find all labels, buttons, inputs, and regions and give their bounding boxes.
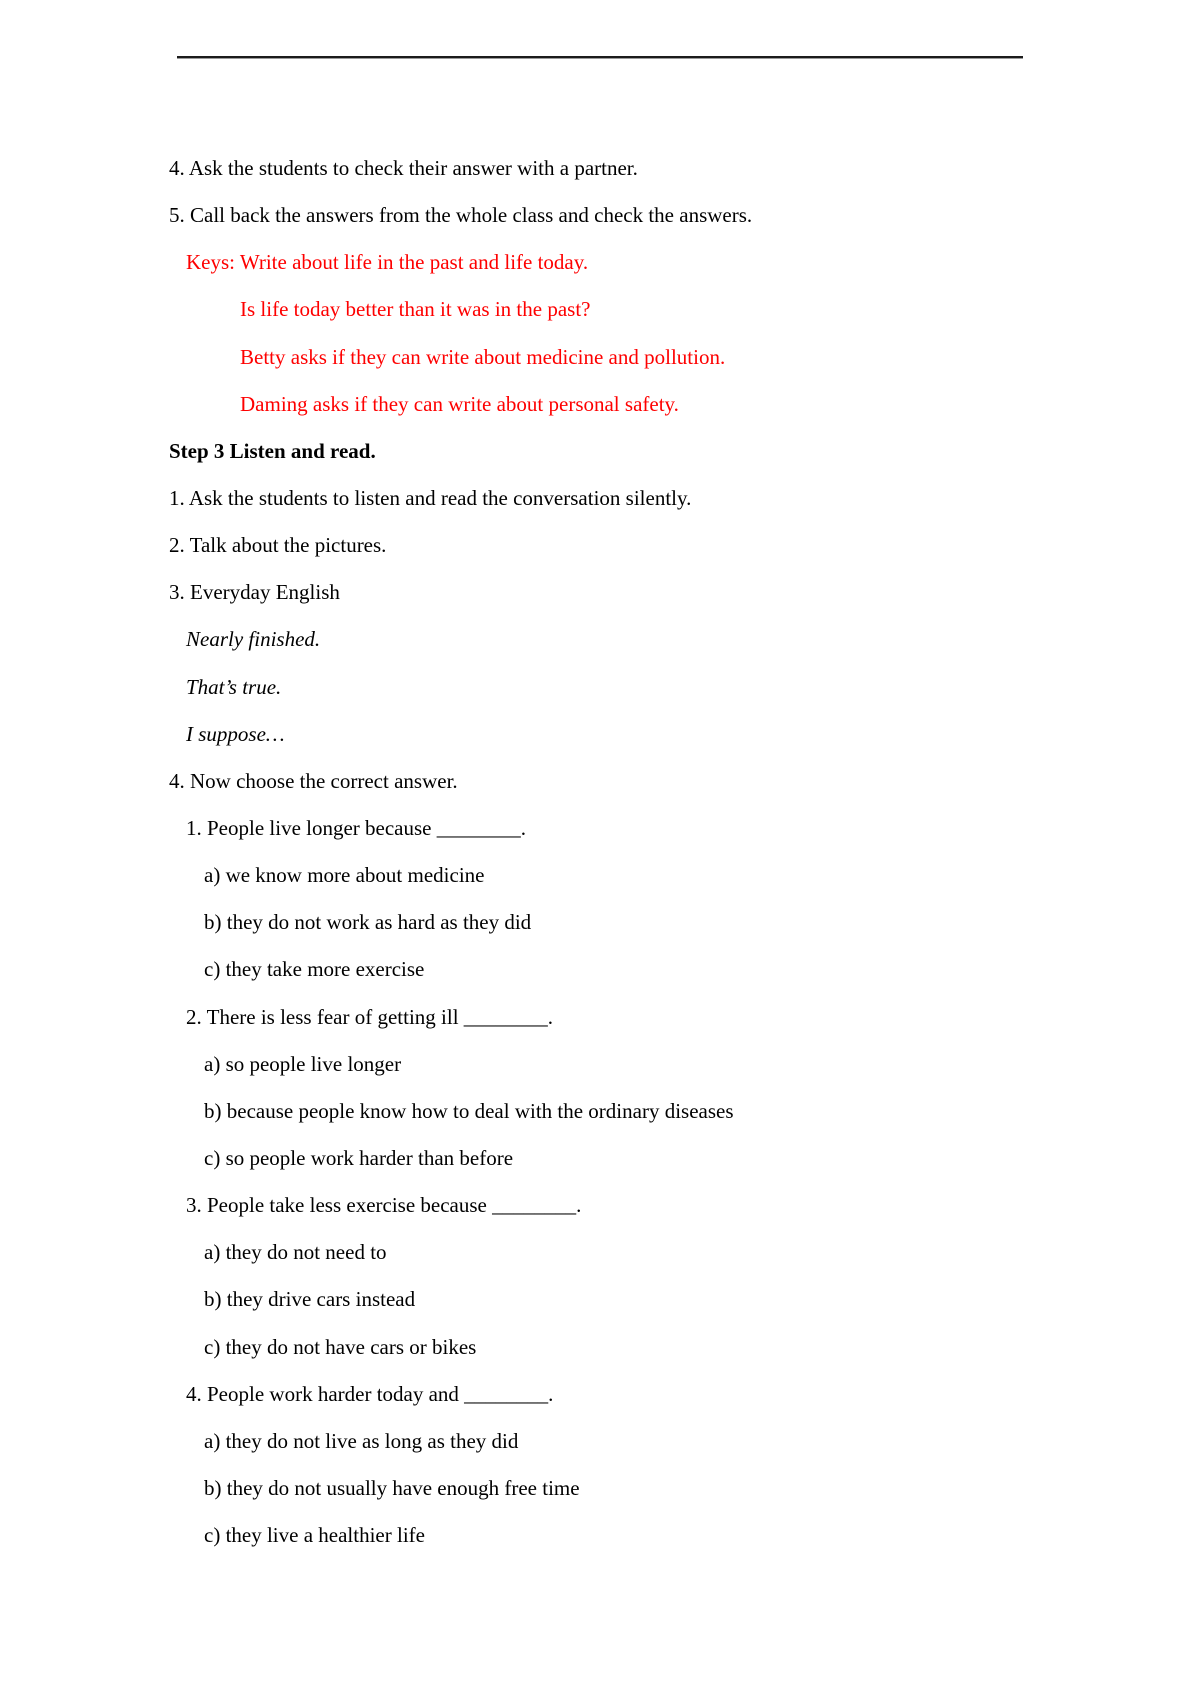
- question-option: c) so people work harder than before: [204, 1145, 514, 1170]
- question-option: a) so people live longer: [204, 1051, 402, 1076]
- page-divider-line: [177, 56, 1023, 59]
- question-option: c) they take more exercise: [204, 957, 425, 982]
- question-option: b) because people know how to deal with the ordinary diseases: [204, 1098, 734, 1123]
- question-prompt: 3. People take less exercise because ________.: [186, 1193, 582, 1218]
- question-prompt: 4. People work harder today and ________.: [186, 1381, 554, 1406]
- numbered-item: 4. Now choose the correct answer.: [169, 768, 458, 793]
- section-heading: Step 3 Listen and read.: [169, 438, 376, 463]
- question-prompt: 2. There is less fear of getting ill ________.: [186, 1004, 554, 1029]
- question-option: c) they live a healthier life: [204, 1523, 425, 1548]
- question-prompt: 1. People live longer because ________.: [186, 815, 526, 840]
- keys-lead-line: Keys: Write about life in the past and life today.: [186, 250, 589, 275]
- numbered-item: 1. Ask the students to listen and read the conversation silently.: [169, 485, 692, 510]
- question-option: c) they do not have cars or bikes: [204, 1334, 477, 1359]
- numbered-item: 2. Talk about the pictures.: [169, 533, 387, 558]
- everyday-english-phrase: Nearly finished.: [186, 627, 321, 652]
- question-option: b) they drive cars instead: [204, 1287, 416, 1312]
- everyday-english-phrase: I suppose…: [186, 721, 285, 746]
- numbered-item: 3. Everyday English: [169, 580, 340, 605]
- everyday-english-phrase: That’s true.: [186, 674, 282, 699]
- keys-answer-line: Betty asks if they can write about medicine and pollution.: [240, 344, 726, 369]
- question-option: b) they do not usually have enough free time: [204, 1475, 580, 1500]
- question-option: a) we know more about medicine: [204, 863, 485, 888]
- question-option: b) they do not work as hard as they did: [204, 910, 532, 935]
- question-option: a) they do not live as long as they did: [204, 1428, 519, 1453]
- question-option: a) they do not need to: [204, 1240, 387, 1265]
- numbered-item: 5. Call back the answers from the whole class and check the answers.: [169, 203, 753, 228]
- keys-answer-line: Is life today better than it was in the past?: [240, 297, 591, 322]
- document-body: [169, 145, 1170, 1559]
- numbered-item: 4. Ask the students to check their answer with a partner.: [169, 156, 638, 180]
- keys-answer-line: Daming asks if they can write about personal safety.: [240, 391, 679, 416]
